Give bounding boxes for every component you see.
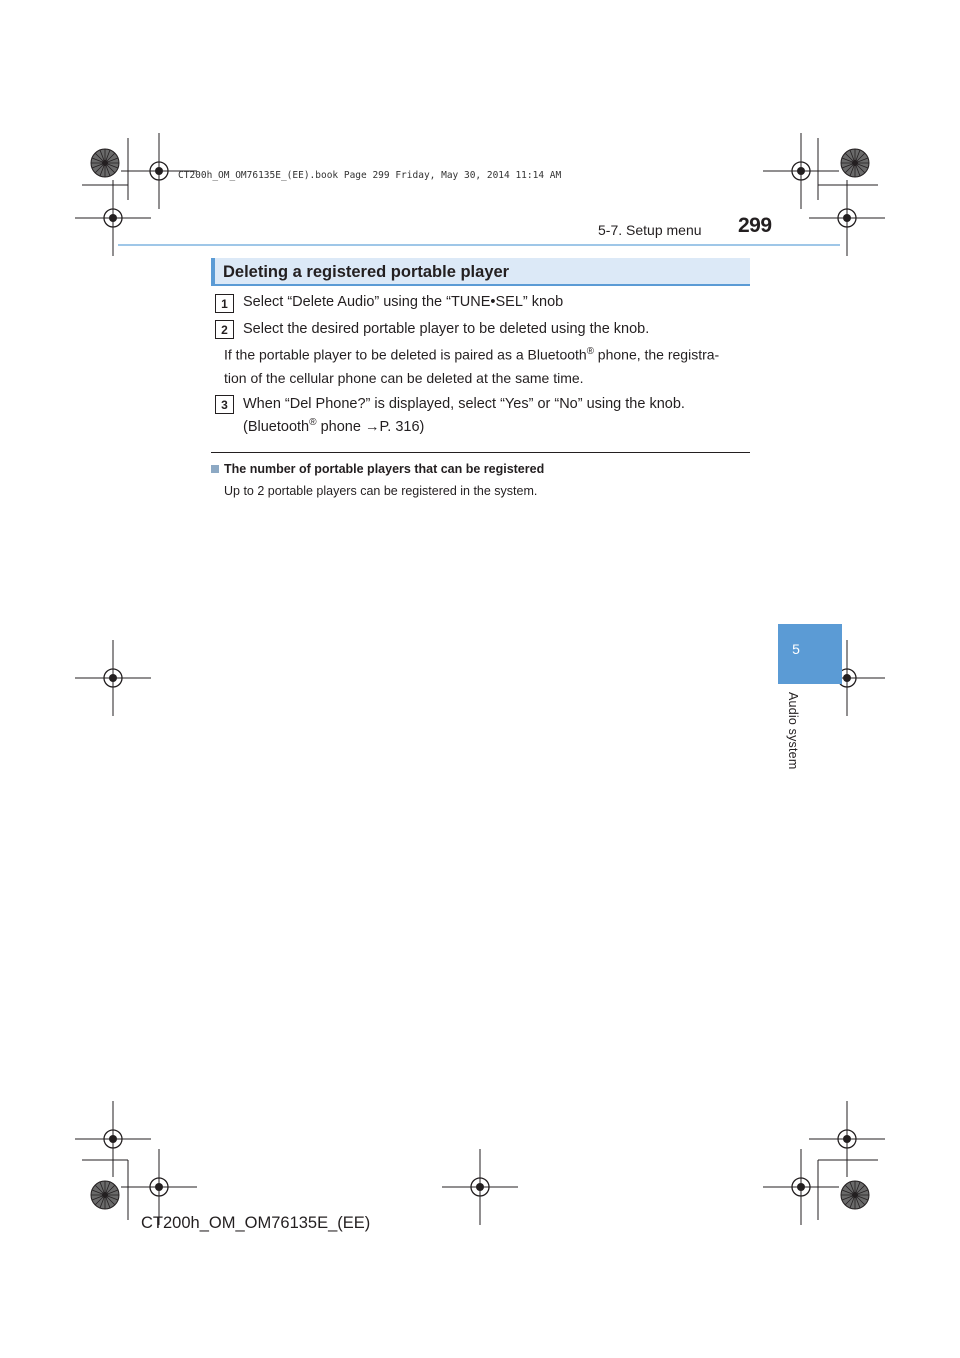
section-title: Deleting a registered portable player [223,263,510,281]
page-number: 299 [738,214,772,237]
footer-document-code: CT200h_OM_OM76135E_(EE) [141,1214,371,1232]
step-3-text-line-1: When “Del Phone?” is displayed, select “Yes” or “No” using the knob. [243,396,685,412]
square-bullet-icon [211,465,219,473]
note-line-1: If the portable player to be deleted is paired as a Bluetooth® phone, the registra- [224,346,720,363]
book-info: CT200h_OM_OM76135E_(EE).book Page 299 Friday, May 30, 2014 11:14 AM [178,170,562,181]
section-reference: 5-7. Setup menu [598,222,702,238]
step-number-3: 3 [215,395,234,414]
step-number-1: 1 [215,294,234,313]
header-rule [118,244,840,246]
section-divider [211,452,750,453]
step-1-text: Select “Delete Audio” using the “TUNE•SEL” knob [243,294,564,310]
info-body: Up to 2 portable players can be registered in the system. [224,484,538,498]
chapter-number: 5 [792,641,800,657]
step-number-2: 2 [215,320,234,339]
step-2-text: Select the desired portable player to be deleted using the knob. [243,321,650,337]
note-line-2: tion of the cellular phone can be deleted at the same time. [224,370,584,386]
info-title: The number of portable players that can be registered [224,462,545,476]
chapter-label: Audio system [786,692,800,770]
step-3-text-line-2: (Bluetooth® phone →P. 316) [243,417,425,435]
